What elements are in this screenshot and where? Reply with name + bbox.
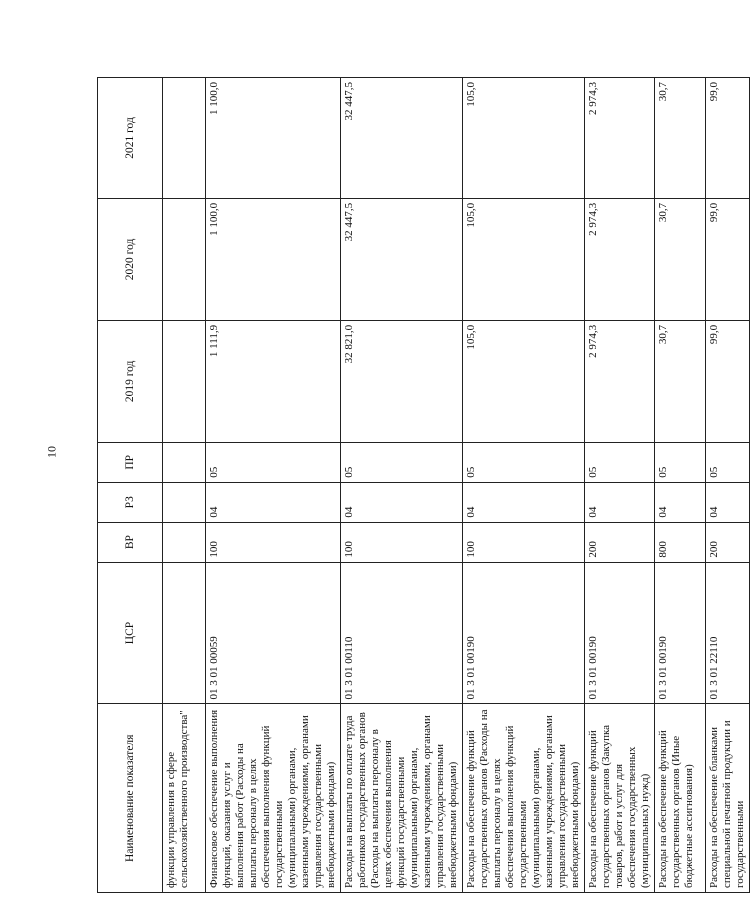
header-rz: РЗ [98, 482, 163, 522]
table-header-row [98, 78, 163, 893]
table-row [585, 78, 655, 893]
cell-csr: 01 3 01 00059 [206, 562, 341, 704]
cell-name: Расходы на обеспечение бланками специальной печатной продукции и государственными [706, 704, 750, 893]
cell-2020: 99,0 [706, 198, 750, 320]
cell-2021: 105,0 [463, 78, 585, 199]
table-rotated-container [97, 77, 746, 893]
cell-vr [163, 522, 206, 562]
page-number: 10 [44, 446, 59, 458]
cell-2020: 105,0 [463, 198, 585, 320]
table-row [206, 78, 341, 893]
cell-name: Расходы на выплаты по оплате труда работников государственных органов (Расходы на выплаты персоналу в целях обеспечения выполнения функций государственными (муниципальными) органами, казенными учреждениями, органами управления государственными внебюджетными фондами) [341, 704, 463, 893]
cell-rz: 04 [341, 482, 463, 522]
cell-2021: 1 100,0 [206, 78, 341, 199]
cell-vr: 200 [585, 522, 655, 562]
cell-rz: 04 [206, 482, 341, 522]
cell-rz: 04 [585, 482, 655, 522]
table-row [163, 78, 206, 893]
cell-rz: 04 [655, 482, 706, 522]
cell-2019: 32 821,0 [341, 320, 463, 442]
cell-2021: 99,0 [706, 78, 750, 199]
cell-name: Расходы на обеспечение функций государственных органов (Закупка товаров, работ и услуг для обеспечения государственных (муниципальных) нужд) [585, 704, 655, 893]
cell-csr: 01 3 01 00190 [585, 562, 655, 704]
header-2021: 2021 год [98, 78, 163, 199]
cell-2021: 32 447,5 [341, 78, 463, 199]
table-row [706, 78, 750, 893]
cell-rz: 04 [706, 482, 750, 522]
cell-csr: 01 3 01 00190 [655, 562, 706, 704]
cell-csr: 01 3 01 22110 [706, 562, 750, 704]
cell-vr: 100 [341, 522, 463, 562]
cell-vr: 200 [706, 522, 750, 562]
cell-2019: 99,0 [706, 320, 750, 442]
cell-2019: 105,0 [463, 320, 585, 442]
table-row [655, 78, 706, 893]
header-vr: ВР [98, 522, 163, 562]
cell-csr: 01 3 01 00110 [341, 562, 463, 704]
cell-pr: 05 [463, 442, 585, 482]
cell-pr: 05 [655, 442, 706, 482]
cell-2019 [163, 320, 206, 442]
header-pr: ПР [98, 442, 163, 482]
cell-2020: 30,7 [655, 198, 706, 320]
header-name: Наименование показателя [98, 704, 163, 893]
cell-2019: 2 974,3 [585, 320, 655, 442]
cell-2020: 32 447,5 [341, 198, 463, 320]
cell-csr: 01 3 01 00190 [463, 562, 585, 704]
header-2019: 2019 год [98, 320, 163, 442]
cell-2020: 1 100,0 [206, 198, 341, 320]
cell-rz: 04 [463, 482, 585, 522]
cell-name: Расходы на обеспечение функций государственных органов (Иные бюджетные ассигнования) [655, 704, 706, 893]
cell-pr: 05 [585, 442, 655, 482]
cell-2019: 30,7 [655, 320, 706, 442]
cell-pr: 05 [206, 442, 341, 482]
header-csr: ЦСР [98, 562, 163, 704]
cell-rz [163, 482, 206, 522]
cell-name: Финансовое обеспечение выполнения функций, оказания услуг и выполнения работ (Расходы на выплаты персоналу в целях обеспечения выполнения функций государственными (муниципальными) органами, казенными учреждениями, органами управления государственными внебюджетными фондами) [206, 704, 341, 893]
cell-2020 [163, 198, 206, 320]
cell-name: функции управления в сфере сельскохозяйственного производства" [163, 704, 206, 893]
cell-vr: 100 [206, 522, 341, 562]
cell-2021: 2 974,3 [585, 78, 655, 199]
budget-table [97, 77, 750, 893]
cell-name: Расходы на обеспечение функций государственных органов (Расходы на выплаты персоналу в целях обеспечения выполнения функций государственными (муниципальными) органами, казенными учреждениями, органами управления государственными внебюджетными фондами) [463, 704, 585, 893]
cell-pr: 05 [341, 442, 463, 482]
cell-pr: 05 [706, 442, 750, 482]
cell-csr [163, 562, 206, 704]
cell-2020: 2 974,3 [585, 198, 655, 320]
header-2020: 2020 год [98, 198, 163, 320]
cell-2021 [163, 78, 206, 199]
table-row [463, 78, 585, 893]
table-row [341, 78, 463, 893]
cell-2019: 1 111,9 [206, 320, 341, 442]
cell-2021: 30,7 [655, 78, 706, 199]
cell-vr: 100 [463, 522, 585, 562]
cell-pr [163, 442, 206, 482]
cell-vr: 800 [655, 522, 706, 562]
